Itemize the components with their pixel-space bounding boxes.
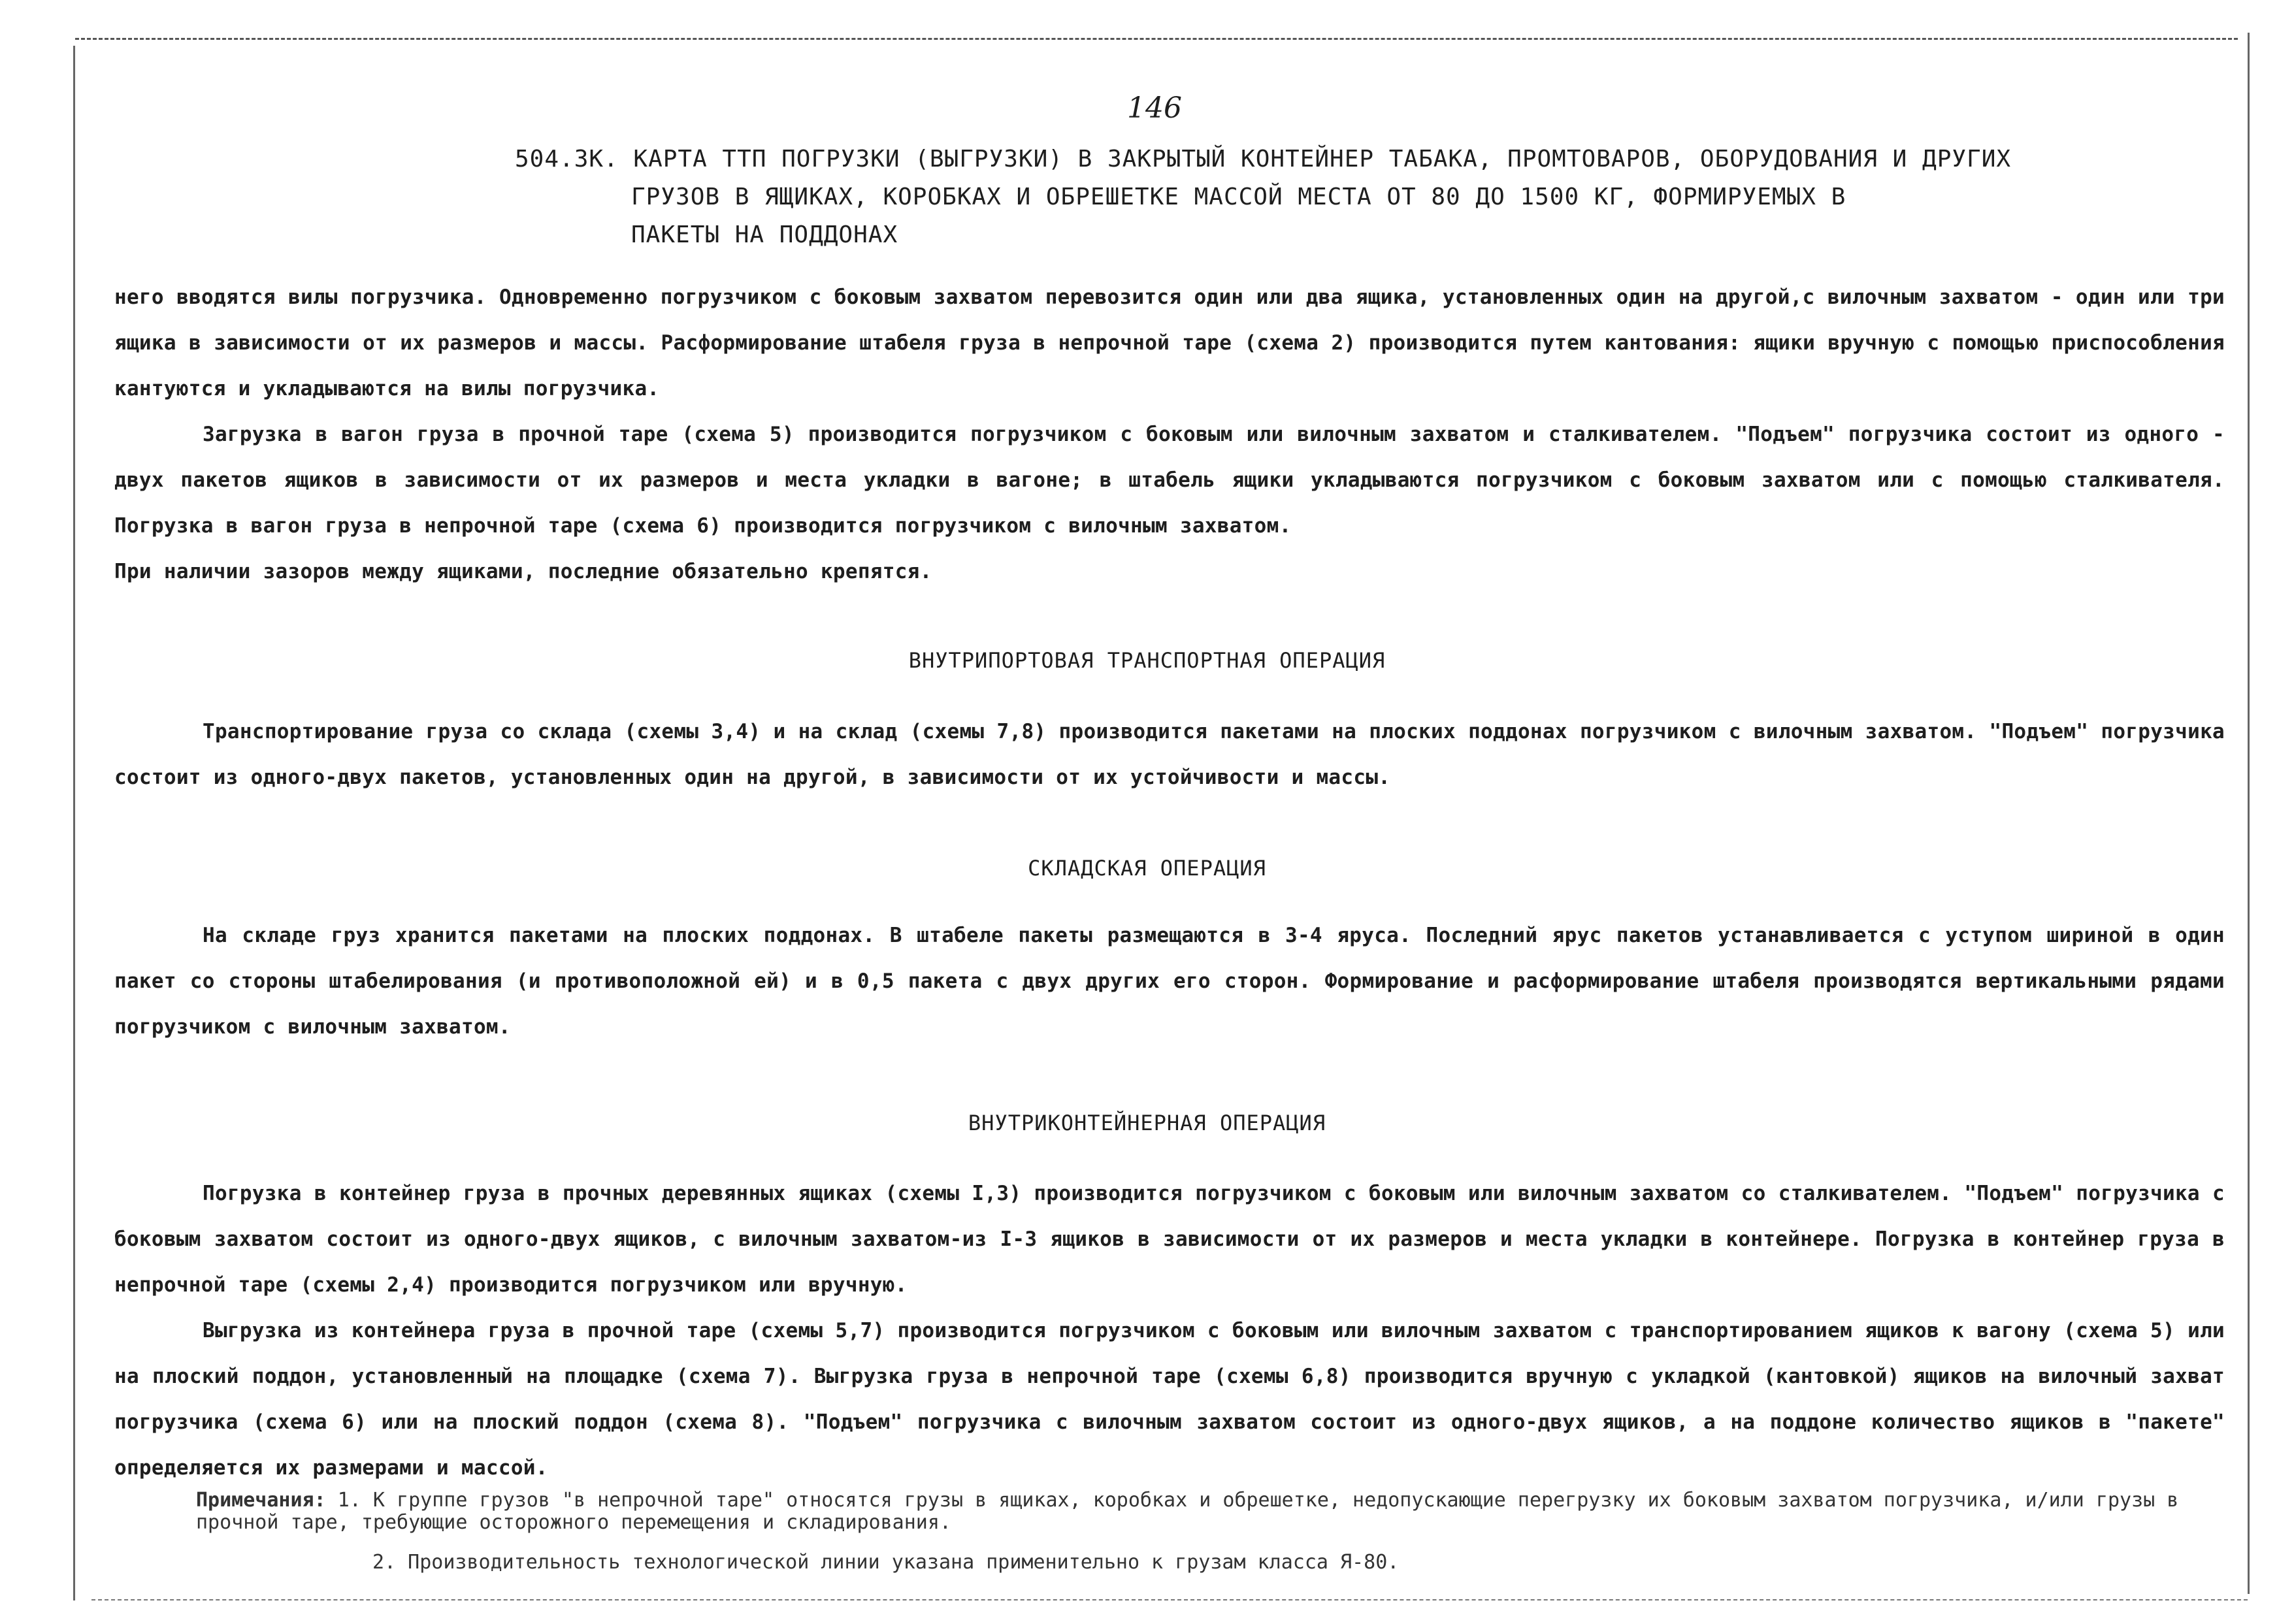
container-paragraph-1: Погрузка в контейнер груза в прочных деревянных ящиках (схемы I,3) производится погрузчиком с боковым или вилочным захватом со сталкивателем. "Подъем" погрузчика с боковым захватом состоит из одного-двух ящиков, с вилочным захватом-из I-3 ящиков в зависимости от их размеров и места укладки в контейнере. Погрузка в контейнер груза в непрочной таре (схемы 2,4) производится погрузчиком или вручную. [114,1182,2225,1297]
warehouse-paragraph: На складе груз хранится пакетами на плоских поддонах. В штабеле пакеты размещаются в 3-4 яруса. Последний ярус пакетов устанавливается с уступом шириной в один пакет со стороны штабелирования (и противоположной ей) и в 0,5 пакета с двух других его сторон. Формирование и расформирование штабеля производятся вертикальными рядами погрузчиком с вилочным захватом. [114,924,2225,1039]
section-heading-container: ВНУТРИКОНТЕЙНЕРНАЯ ОПЕРАЦИЯ [968,1111,1326,1135]
intro-paragraph-2: Загрузка в вагон груза в прочной таре (схема 5) производится погрузчиком с боковым или вилочным захватом и сталкивателем. "Подъем" погрузчика состоит из одного - двух пакетов ящиков в зависимости от их размеров и места укладки в вагоне; в штабель ящики укладываются погрузчиком с боковым захватом или с помощью сталкивателя. Погрузка в вагон груза в непрочной таре (схема 6) производится погрузчиком с вилочным захватом. [114,423,2225,538]
note-1: 1. К группе грузов "в непрочной таре" относятся грузы в ящиках, коробках и обрешетке, недопускающие перегрузку их боковым захватом погрузчика, и/или грузы в прочной таре, требующие осторожного перемещения и складирования. [196,1489,2179,1534]
section-heading-warehouse: СКЛАДСКАЯ ОПЕРАЦИЯ [1028,856,1266,881]
title-line-3: ПАКЕТЫ НА ПОДДОНАХ [631,221,898,248]
container-paragraph-2: Выгрузка из контейнера груза в прочной таре (схемы 5,7) производится погрузчиком с боковым или вилочным захватом с транспортированием ящиков к вагону (схема 5) или на плоский поддон, установленный на площадке (схема 7). Выгрузка груза в непрочной таре (схемы 6,8) производится вручную с укладкой (кантовкой) ящиков на вилочный захват погрузчика (схема 6) или на плоский поддон (схема 8). "Подъем" погрузчика с вилочным захватом состоит из одного-двух ящиков, а на поддоне количество ящиков в "пакете" определяется их размерами и массой. [114,1319,2225,1480]
notes-block [196,1489,2241,1534]
section-heading-transport: ВНУТРИПОРТОВАЯ ТРАНСПОРТНАЯ ОПЕРАЦИЯ [908,648,1386,673]
title-line-1: 504.3К. КАРТА ТТП ПОГРУЗКИ (ВЫГРУЗКИ) В ЗАКРЫТЫЙ КОНТЕЙНЕР ТАБАКА, ПРОМТОВАРОВ, ОБОРУДОВАНИЯ И ДРУГИХ [515,146,2012,172]
page-border-left [73,46,75,1600]
intro-paragraph-3: При наличии зазоров между ящиками, последние обязательно крепятся. [114,560,932,583]
note-2: 2. Производительность технологической линии указана применительно к грузам класса Я-80. [372,1551,1400,1574]
page-border-right [2248,33,2250,1594]
title-line-2: ГРУЗОВ В ЯЩИКАХ, КОРОБКАХ И ОБРЕШЕТКЕ МАССОЙ МЕСТА ОТ 80 ДО 1500 КГ, ФОРМИРУЕМЫХ В [631,184,1846,210]
page-number: 146 [1127,91,1182,125]
transport-paragraph: Транспортирование груза со склада (схемы 3,4) и на склад (схемы 7,8) производится пакетами на плоских поддонах погрузчиком с вилочным захватом. "Подъем" погрузчика состоит из одного-двух пакетов, установленных один на другой, в зависимости от их устойчивости и массы. [114,720,2225,789]
document-title [515,140,2214,254]
page-border-bottom [91,1599,2248,1600]
page-border-top [75,38,2238,40]
intro-paragraph-1: него вводятся вилы погрузчика. Одновременно погрузчиком с боковым захватом перевозится один или два ящика, установленных один на другой,с вилочным захватом - один или три ящика в зависимости от их размеров и массы. Расформирование штабеля груза в непрочной таре (схема 2) производится путем кантования: ящики вручную с помощью приспособления кантуются и укладываются на вилы погрузчика. [114,285,2225,400]
notes-label: Примечания: [196,1489,326,1512]
